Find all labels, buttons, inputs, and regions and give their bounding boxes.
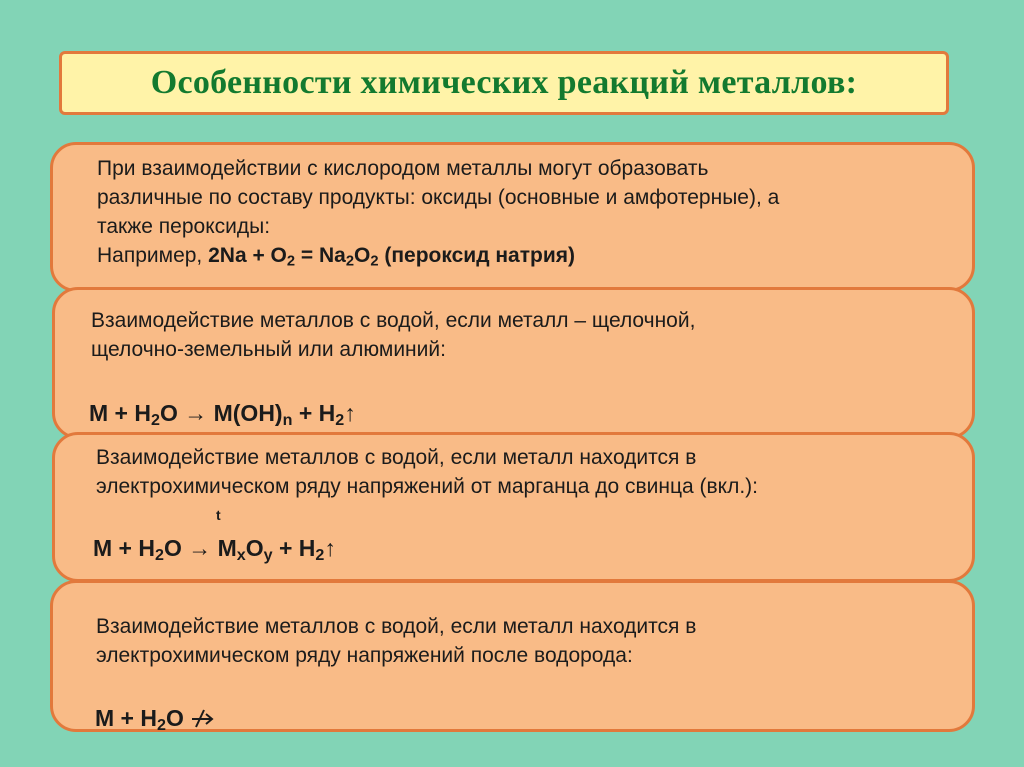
text-line: Взаимодействие металлов с водой, если металл находится в (96, 446, 697, 469)
reaction-formula: $M + H_2O$ (95, 705, 216, 732)
card-text (97, 154, 936, 270)
card-text (96, 612, 936, 670)
example-formula: $2Na + O_2 = Na_2O_2$ (пероксид натрия) (208, 244, 575, 270)
example-prefix: Например, (97, 244, 209, 267)
text-line: также пероксиды: (97, 215, 271, 238)
card-water-active-metals (52, 287, 975, 439)
text-line: При взаимодействии с кислородом металлы могут образовать (97, 157, 709, 180)
card-water-inactive-metals (50, 580, 975, 735)
crossed-arrow-icon (190, 708, 216, 728)
card-text (91, 306, 936, 364)
text-line: электрохимическом ряду напряжений после водорода: (96, 644, 633, 667)
text-line: Взаимодействие металлов с водой, если металл – щелочной, (91, 309, 696, 332)
card-oxygen-reaction (50, 142, 975, 292)
text-line: различные по составу продукты: оксиды (основные и амфотерные), а (97, 186, 780, 209)
text-line: щелочно-земельный или алюминий: (91, 338, 446, 361)
text-line: Взаимодействие металлов с водой, если металл находится в (96, 615, 697, 638)
reaction-formula: $M + H_2O \to M(OH)_n$ + $H_2↑$ (89, 400, 356, 430)
title-box (59, 51, 949, 115)
card-water-medium-metals (52, 432, 975, 582)
slide-title: Особенности химических реакций металлов: (150, 64, 858, 101)
card-text (96, 443, 936, 501)
temperature-condition: t (216, 507, 221, 523)
example-line (97, 241, 936, 270)
text-line: электрохимическом ряду напряжений от марганца до свинца (вкл.): (96, 475, 758, 498)
reaction-formula: $M + H_2O \to M_xO_y$ + $H_2↑$ (93, 535, 336, 565)
